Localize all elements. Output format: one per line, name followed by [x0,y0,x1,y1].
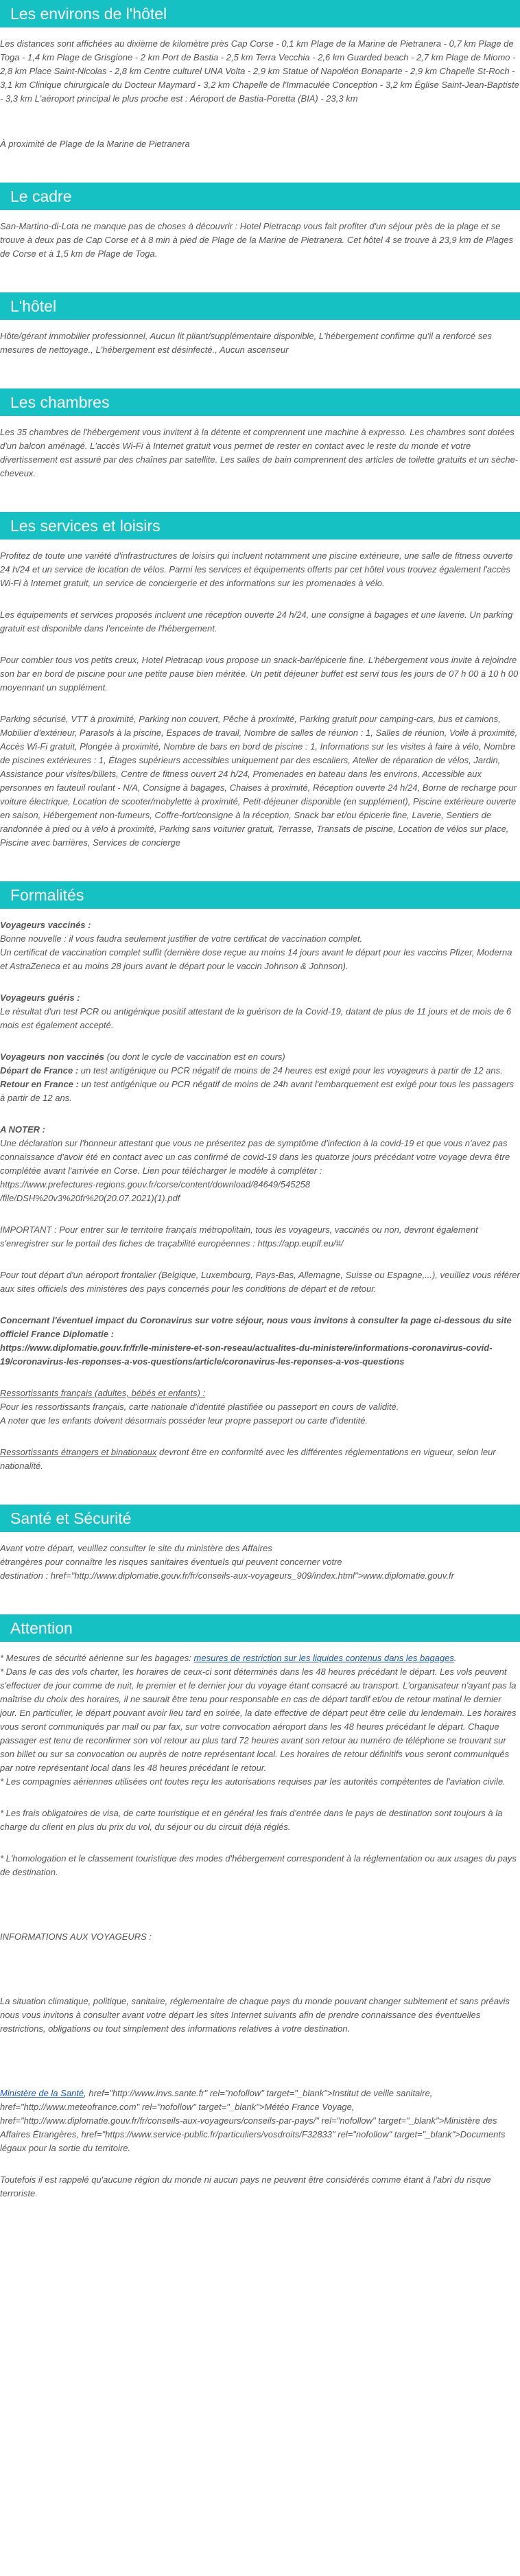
mandatory-fees: * Les frais obligatoires de visa, de carte touristique et en général les frais d'entrée dans le pays de destination sont toujours à la charge du client en plus du prix du vol, du séjour ou du circuit déjà réglés. [0,1808,503,1832]
services-equipment: Les équipements et services proposés incluent une réception ouverte 24 h/24, une consigne à bagages et une laverie. Un parking gratuit est disponible dans l'enceinte de l'hébergement. [0,610,513,634]
section-body-cadre [0,220,520,261]
section-body-services [0,549,520,850]
official-sites [0,2087,520,2155]
return-rule [0,1078,520,1105]
french-nationals-line-1: Pour les ressortissants français, carte nationale d'identité plastifiée ou passeport en cours de validité. [0,1402,399,1412]
situation-line-2: nous vous invitons à consulter avant votre départ les sites Internet suivants afin de prendre connaissance des éventuelles restrictions, obligations ou tout simplement des informations relatives à votre destination. [0,2010,481,2034]
section-environs [0,0,520,151]
section-body-sante [0,1542,520,1583]
section-title-text: Formalités [10,886,84,904]
services-food: Pour combler tous vos petits creux, Hotel Pietracap vous propose un snack-bar/épicerie fine. L'hébergement vous invite à rejoindre son bar en bord de piscine pour une petite pause bien méritée. Un petit déjeuner buffet est servi tous les jours de 07 h 00 à 10 h 00 moyennant un supplément. [0,655,519,693]
airlines-authorizations: * Les compagnies aériennes utilisées ont toutes reçu les autorisations requises par les autorités compétentes de l'aviation civile. [0,1776,506,1787]
environs-proximity: À proximité de Plage de la Marine de Pietranera [0,139,190,149]
sante-line-3: destination : href="http://www.diplomatie.gouv.fr/fr/conseils-aux-voyageurs_909/index.html">www.diplomatie.gouv.fr [0,1570,454,1581]
services-leisure: Profitez de toute une variété d'infrastructures de loisirs qui incluent notamment une piscine extérieure, une salle de fitness ouverte 24 h/24 et un service de location de vélos. Parmi les services et équipements offerts par cet hôtel vous trouvez également l'accès Wi-Fi à Internet gratuit, un service de conciergerie et des informations sur les promenades à vélo. [0,550,513,588]
baggage-suffix: . [453,1653,457,1663]
french-nationals-line-2: A noter que les enfants doivent désormais posséder leur propre passeport ou carte d'identité. [0,1415,368,1426]
unvaccinated-subtitle: (ou dont le cycle de vaccination est en cours) [104,1052,285,1062]
section-title-text: Les chambres [10,393,110,411]
section-sante [0,1505,520,1583]
section-title-sante [0,1505,520,1532]
section-formalites [0,881,520,1473]
chambres-text: Les 35 chambres de l'hébergement vous invitent à la détente et comprennent une machine à expresso. Les chambres sont dotées d'un balcon aménagé. L'accès Wi-Fi à Internet gratuit vous permet de rester en contact avec le reste du monde et votre divertissement est assuré par des chaînes par satellite. Les salles de bain comprennent des articles de toilette gratuits et un sèche-cheveux. [0,427,519,478]
vaccinated-title: Voyageurs vaccinés : [0,920,91,930]
vaccinated-line-1: Bonne nouvelle : il vous faudra seulement justifier de votre certificat de vaccination complet. [0,933,363,944]
note-title: A NOTER : [0,1124,45,1135]
environs-distances: Les distances sont affichées au dixième de kilomètre près Cap Corse - 0,1 km Plage de la Marine de Pietranera - 0,7 km Plage de Toga - 1,4 km Plage de Grisgione - 2 km Port de Bastia - 2,5 km Terra Vecchia - 2,6 km Guarded beach - 2,7 km Plage de Miomo - 2,8 km Place Saint-Nicolas - 2,8 km Centre culturel UNA Volta - 2,9 km Statue of Napoléon Bonaparte - 2,9 km Chapelle St-Roch - 3,1 km Clinique chirurgicale du Docteur Maymard - 3,2 km Chapelle de l'Immaculée Conception - 3,2 km Église Saint-Jean-Baptiste - 3,3 km L'aéroport principal le plus proche est : Aéroport de Bastia-Poretta (BIA) - 23,3 km [0,38,519,104]
accommodation-classification: * L'homologation et le classement touristique des modes d'hébergement correspondent à la réglementation ou aux usages du pays de destination. [0,1853,517,1877]
unvaccinated-title: Voyageurs non vaccinés [0,1052,104,1062]
section-body-formalites [0,918,520,1473]
vaccinated-line-2: Un certificat de vaccination complet suffit (dernière dose reçue au moins 14 jours avant le départ pour les vaccins Pfizer, Moderna et AstraZeneca et au moins 28 jours avant le départ pour le vaccin Johnson & Johnson). [0,947,512,971]
sante-line-2: étrangères pour connaître les risques sanitaires éventuels qui peuvent concerner votre [0,1557,342,1567]
baggage-prefix: * Mesures de sécurité aérienne sur les bagages: [0,1653,194,1663]
recovered-title: Voyageurs guéris : [0,993,80,1003]
section-services [0,512,520,850]
note-text: Une déclaration sur l'honneur attestant que vous ne présentez pas de symptôme d'infection à la covid-19 et que vous n'avez pas connaissance d'avoir été en contact avec un cas confirmé de covid-19 dans les quatorze jours précédant votre voyage devra être complétée avant l'arrivée en Corse. Lien pour télécharger le modèle à compléter : [0,1138,510,1176]
section-title-formalites [0,881,520,909]
section-chambres [0,388,520,480]
note-url-1: https://www.prefectures-regions.gouv.fr/corse/content/download/84649/545258 [0,1179,311,1190]
note-url-2: /file/DSH%20v3%20fr%20(20.07.2021)(1).pdf [0,1193,180,1203]
liquid-restrictions-link[interactable]: mesures de restriction sur les liquides contenus dans les bagages [193,1653,454,1663]
section-body-hotel [0,329,520,357]
section-title-chambres [0,388,520,416]
section-title-hotel [0,292,520,320]
terrorism-notice: Toutefois il est rappelé qu'aucune région du monde ni aucun pays ne peuvent être considérés comme étant à l'abri du risque terroriste. [0,2174,491,2198]
departure-rule [0,1064,520,1078]
section-cadre [0,183,520,261]
section-title-environs [0,0,520,27]
foreign-nationals-title: Ressortissants étrangers et binationaux [0,1447,157,1457]
section-title-attention [0,1614,520,1642]
section-title-text: Les environs de l'hôtel [10,5,167,23]
charter-schedules: * Dans le cas des vols charter, les horaires de ceux-ci sont déterminés dans les 48 heures précédant le départ. Les vols peuvent s'effectuer de jour comme de nuit, le premier et le dernier jour du voyage étant consacré au transport. L'organisateur n'ayant pas la maîtrise du choix des horaires, il ne saurait être tenu pour responsable en cas de départ tardif et/ou de retour matinal le dernier jour. En particulier, le départ pouvant avoir lieu tard en soirée, la date effective de départ peut être celle du lendemain. Les horaires vous seront communiqués par mail ou par fax, sur votre convocation aéroport dans les 48 heures précédant le départ. Chaque passager est tenu de reconfirmer son vol retour au plus tard 72 heures avant son retour au numéro de téléphone se trouvant sur son billet ou sur sa convocation ou auprès de notre représentant local. Les horaires de retour définitifs vous seront communiqués par notre représentant local dans les 48 heures précédant le retour. [0,1667,517,1773]
return-text: un test antigénique ou PCR négatif de moins de 24h avant l'embarquement est exigé pour tous les passagers à partir de 12 ans. [0,1079,514,1103]
travellers-info-title: INFORMATIONS AUX VOYAGEURS : [0,1931,152,1942]
health-ministry-link[interactable]: Ministère de la Santé [0,2088,84,2098]
departure-text: un test antigénique ou PCR négatif de moins de 24 heures est exigé pour les voyageurs à partir de 12 ans. [78,1065,503,1076]
return-label: Retour en France : [0,1079,79,1089]
sante-line-1: Avant votre départ, veuillez consulter le site du ministère des Affaires [0,1543,272,1553]
section-body-attention [0,1651,520,2201]
coronavirus-text: Concernant l'éventuel impact du Coronavirus sur votre séjour, nous vous invitons à consulter la page ci-dessous du site officiel France Diplomatie : [0,1315,512,1339]
foreign-nationals-text: devront être en conformité avec les différentes réglementations en vigueur, selon leur nationalité. [0,1447,496,1471]
services-amenities: Parking sécurisé, VTT à proximité, Parking non couvert, Pêche à proximité, Parking gratuit pour camping-cars, bus et camions, Mobilier d'extérieur, Parasols à la piscine, Espaces de travail, Nombre de salles de réunion : 1, Salles de réunion, Voile à proximité, Accès Wi-Fi gratuit, Plongée à proximité, Nombre de bars en bord de piscine : 1, Informations sur les visites à faire à vélo, Nombre de piscines extérieures : 1, Étages supérieurs accessibles uniquement par des escaliers, Atelier de réparation de vélos, Jardin, Assistance pour visites/billets, Centre de fitness ouvert 24 h/24, Promenades en bateau dans les environs, Accessible aux personnes en fauteuil roulant - N/A, Consigne à bagages, Chaises à proximité, Réception ouverte 24 h/24, Borne de recharge pour voiture électrique, Location de scooter/mobylette à proximité, Petit-déjeuner disponible (en supplément), Piscine extérieure ouverte en saison, Hébergement non-fumeurs, Coffre-fort/consigne à la réception, Snack bar et/ou épicerie fine, Laverie, Sentiers de randonnée à pied ou à vélo à proximité, Parking sans voiturier gratuit, Terrasse, Transats de piscine, Location de vélos sur place, Piscine avec barrières, Services de concierge [0,714,518,848]
recovered-text: Le résultat d'un test PCR ou antigénique positif attestant de la guérison de la Covid-19, datant de plus de 11 jours et de mois de 6 mois est également accepté. [0,1006,512,1030]
section-title-cadre [0,183,520,210]
cadre-text: San-Martino-di-Lota ne manque pas de choses à découvrir : Hotel Pietracap vous fait profiter d'un séjour près de la plage et se trouve à deux pas de Cap Corse et à 8 min à pied de Plage de la Marine de Pietranera. Cet hôtel 4 se trouve à 23,9 km de Plages de Corse et à 1,5 km de Plage de Toga. [0,221,513,259]
section-body-chambres [0,426,520,480]
section-attention [0,1614,520,2201]
section-title-services [0,512,520,539]
important-text: IMPORTANT : Pour entrer sur le territoire français métropolitain, tous les voyageurs, vaccinés ou non, devront également s'enregistrer sur le portail des fiches de traçabilité européennes : https://app.euplf.eu/#/ [0,1225,478,1249]
departure-label: Départ de France : [0,1065,79,1076]
section-title-text: Attention [10,1619,73,1637]
border-airports-text: Pour tout départ d'un aéroport frontalier (Belgique, Luxembourg, Pays-Bas, Allemagne, Suisse ou Espagne,...), veuillez vous référer aux sites officiels des ministères des pays concernés pour les conditions de départ et de retour. [0,1270,520,1294]
foreign-nationals [0,1446,520,1473]
unvaccinated-heading [0,1050,520,1064]
section-title-text: L'hôtel [10,297,57,315]
section-title-text: Les services et loisirs [10,517,161,535]
hotel-text: Hôte/gérant immobilier professionnel, Aucun lit pliant/supplémentaire disponible, L'hébergement confirme qu'il a renforcé ses mesures de nettoyage., L'hébergement est désinfecté., Aucun ascenseur [0,331,492,355]
section-body-environs [0,37,520,151]
baggage-measures [0,1651,520,1665]
section-title-text: Santé et Sécurité [10,1509,132,1527]
section-title-text: Le cadre [10,187,72,205]
situation-line-1: La situation climatique, politique, sanitaire, réglementaire de chaque pays du monde pouvant changer subitement et sans préavis [0,1996,510,2006]
section-hotel [0,292,520,357]
official-sites-text: , href="http://www.invs.sante.fr" rel="nofollow" target="_blank">Institut de veille sanitaire, href="http://www.meteofrance.com" rel="nofollow" target="_blank">Météo France Voyage, href="http://www.diplomatie.gouv.fr/fr/conseils-aux-voyageurs/conseils-par-pays/" rel="nofollow" target="_blank">Ministère des Affaires Étrangères, href="https://www.service-public.fr/particuliers/vosdroits/F32833" rel="nofollow" target="_blank">Documents légaux pour la sortie du territoire. [0,2088,506,2153]
coronavirus-url: https://www.diplomatie.gouv.fr/fr/le-ministere-et-son-reseau/actualites-du-ministere/informations-coronavirus-covid-19/coronavirus-les-reponses-a-vos-questions/article/coronavirus-les-reponses-a-vos-questions [0,1343,493,1367]
french-nationals-title: Ressortissants français (adultes, bébés et enfants) : [0,1388,206,1398]
